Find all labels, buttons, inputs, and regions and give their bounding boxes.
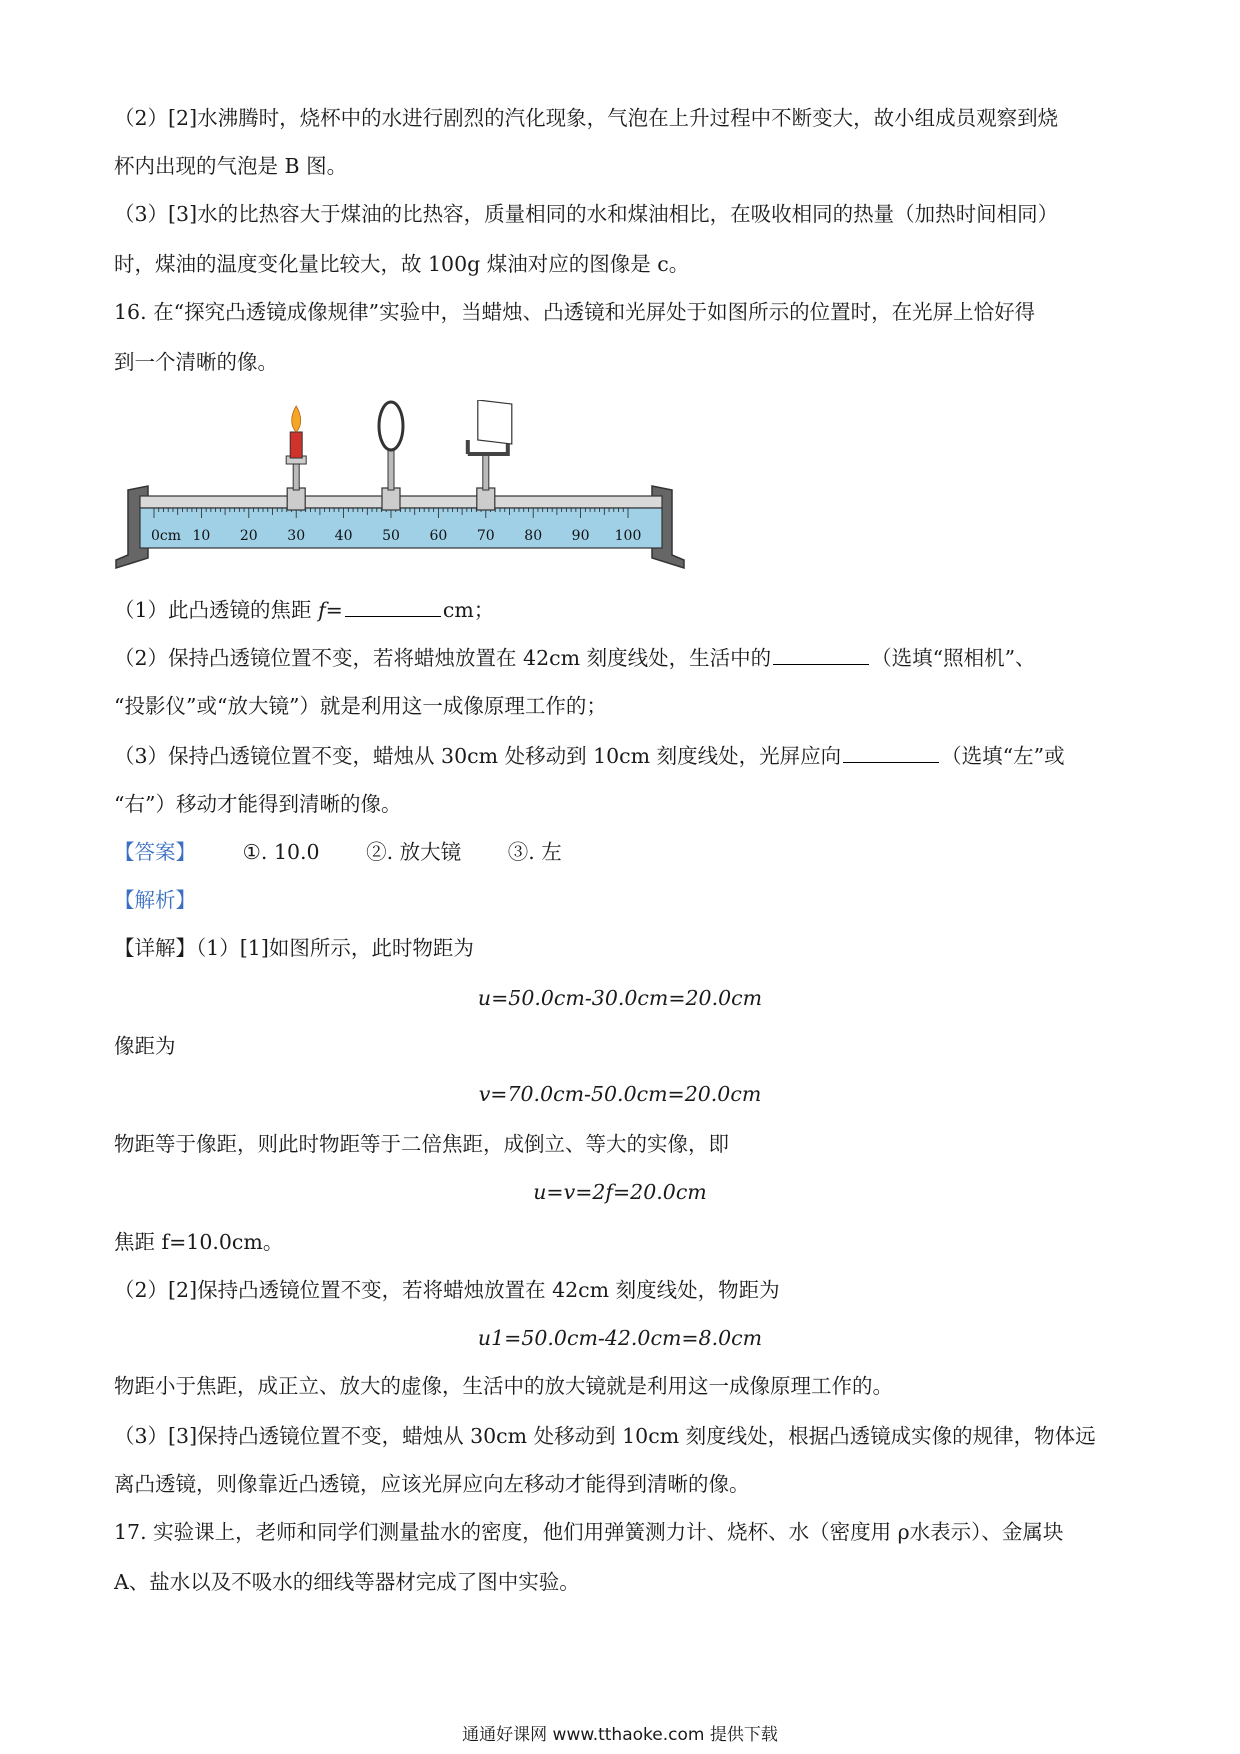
- answer-tag: 【答案】: [114, 840, 196, 864]
- part-1: （1）此凸透镜的焦距 f= cm；: [114, 598, 495, 622]
- text-line: 像距为: [114, 1034, 176, 1058]
- question-17-cont: A、盐水以及不吸水的细线等器材完成了图中实验。: [114, 1570, 580, 1594]
- equation-2: v=70.0cm-50.0cm=20.0cm: [478, 1082, 762, 1106]
- ruler-tick-label: 90: [571, 528, 590, 544]
- part-2-cont: “投影仪”或“放大镜”）就是利用这一成像原理工作的；: [114, 694, 607, 718]
- footer: 通通好课网 www.tthaoke.com 提供下载: [462, 1725, 778, 1745]
- text-line: 杯内出现的气泡是 B 图。: [114, 154, 348, 178]
- candle: [286, 406, 306, 510]
- text-line: 焦距 f=10.0cm。: [114, 1230, 284, 1254]
- ruler-tick-label: 20: [239, 528, 258, 544]
- answer-3: ③. 左: [507, 840, 562, 864]
- answer-2: ②. 放大镜: [366, 840, 462, 864]
- part-2: （2）保持凸透镜位置不变，若将蜡烛放置在 42cm 刻度线处，生活中的 （选填“照相机”、: [114, 646, 1036, 670]
- text-line: （3）[3]保持凸透镜位置不变，蜡烛从 30cm 处移动到 10cm 刻度线处，根据凸透镜成实像的规律，物体远: [114, 1424, 1096, 1448]
- ruler-tick-label: 0cm: [150, 528, 182, 544]
- text-line: 离凸透镜，则像靠近凸透镜，应该光屏应向左移动才能得到清晰的像。: [114, 1472, 750, 1496]
- question-16-cont: 到一个清晰的像。: [114, 350, 278, 374]
- ruler-tick-label: 50: [382, 528, 400, 544]
- question-16: 16. 在“探究凸透镜成像规律”实验中，当蜡烛、凸透镜和光屏处于如图所示的位置时，在光屏上恰好得: [114, 300, 1036, 324]
- text-line: （2）[2]保持凸透镜位置不变，若将蜡烛放置在 42cm 刻度线处，物距为: [114, 1278, 780, 1302]
- ruler-tick-label: 80: [524, 528, 543, 544]
- answer-blank[interactable]: [345, 596, 441, 617]
- answer-blank[interactable]: [843, 742, 939, 763]
- ruler-tick-label: 10: [192, 528, 211, 544]
- text-line: 物距小于焦距，成正立、放大的虚像，生活中的放大镜就是利用这一成像原理工作的。: [114, 1374, 893, 1398]
- part-3-cont: “右”）移动才能得到清晰的像。: [114, 792, 402, 816]
- equation-1: u=50.0cm-30.0cm=20.0cm: [477, 986, 763, 1010]
- ruler-tick-label: 60: [429, 528, 448, 544]
- part-3: （3）保持凸透镜位置不变，蜡烛从 30cm 处移动到 10cm 刻度线处，光屏应向 （选填“左”或: [114, 744, 1065, 768]
- answer-line: [114, 838, 602, 866]
- detail-line: 【详解】（1）[1]如图所示，此时物距为: [114, 936, 474, 960]
- optical-bench-figure: [110, 400, 690, 575]
- text-line: 物距等于像距，则此时物距等于二倍焦距，成倒立、等大的实像，即: [114, 1132, 729, 1156]
- text-line: （3）[3]水的比热容大于煤油的比热容，质量相同的水和煤油相比，在吸收相同的热量（加热时间相同）: [114, 202, 1059, 226]
- equation-3: u=v=2f=20.0cm: [533, 1180, 707, 1204]
- ruler-tick-label: 70: [476, 528, 495, 544]
- text-line: （2）[2]水沸腾时，烧杯中的水进行剧烈的汽化现象，气泡在上升过程中不断变大，故小组成员观察到烧: [114, 106, 1059, 130]
- equation-4: u1=50.0cm-42.0cm=8.0cm: [477, 1326, 763, 1350]
- answer-blank[interactable]: [773, 644, 869, 665]
- answer-1: ①. 10.0: [242, 840, 320, 864]
- text-line: 时，煤油的温度变化量比较大，故 100g 煤油对应的图像是 c。: [114, 252, 690, 276]
- analysis-tag: 【解析】: [114, 888, 196, 912]
- light-screen: [468, 400, 512, 510]
- ruler-tick-label: 100: [614, 528, 642, 544]
- rail-top: [140, 496, 662, 508]
- question-17: 17. 实验课上，老师和同学们测量盐水的密度，他们用弹簧测力计、烧杯、水（密度用 ρ水表示）、金属块: [114, 1520, 1064, 1544]
- convex-lens: [379, 402, 403, 510]
- ruler-tick-label: 40: [334, 528, 353, 544]
- ruler-tick-label: 30: [287, 528, 306, 544]
